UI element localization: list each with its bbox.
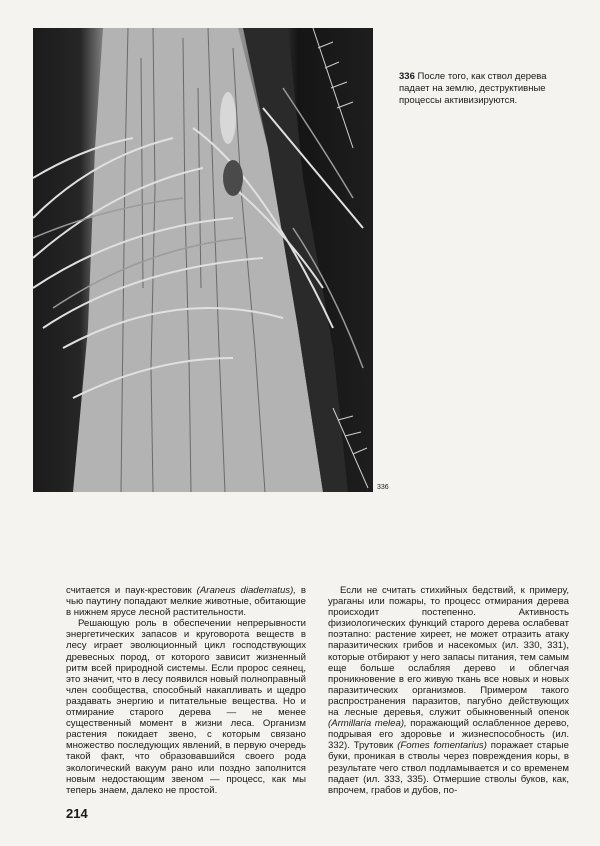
fungus-growth: [220, 92, 236, 144]
right-text-column: [328, 585, 569, 796]
text-span: поражает старые буки, проникая в стволы через повреждения коры, в результате чего ствол подламывается и со временем падает (ил. 333, 335). Отмершие стволы буков, как, впрочем, грабов и дубов, по-: [328, 740, 569, 796]
left-text-column: [66, 585, 306, 796]
trunk-hole: [223, 160, 243, 196]
latin-name: (Araneus diadematus),: [196, 585, 296, 596]
text-span: поражающий ослабленное дерево, подрывая его здоровье и жизнеспособность (ил. 332). Трутовик: [328, 718, 569, 752]
photo-illustration: [33, 28, 373, 492]
left-paragraph-2: Решающую роль в обеспечении непрерывности энергетических запасов и круговорота веществ в лесу играет эволюционный цикл господствующих древесных пород, от которого зависит жизненный ритм всей природной системы. Если пророс сеянец, это значит, что в лесу появился новый полноправный член сообщества, способный накапливать и щедро раздавать энергию и питательные вещества. Но и отмирание старого дерева — не менее существенный момент в жизни леса. Организм растения покидает звено, с которым связано множество последующих явлений, в первую очередь такой факт, что образовавшийся своего рода экологический вакуум рано или поздно заполнится новым недостающим звеном — процесс, как мы теперь знаем, далеко не простой.: [66, 618, 306, 796]
text-span: считается и паук-крестовик: [66, 585, 197, 596]
photo-number-label: 336: [377, 484, 389, 491]
figure-caption: [399, 71, 574, 107]
page-number: 214: [66, 806, 88, 821]
caption-number: 336: [399, 71, 415, 82]
latin-name: (Armillaria melea),: [328, 718, 407, 730]
caption-text: После того, как ствол дерева падает на землю, деструктивные процессы активизируются.: [399, 71, 547, 106]
photo-fallen-tree-trunk: [33, 28, 373, 492]
text-span: Если не считать стихийных бедствий, к примеру, ураганы или пожары, то процесс отмирания дерева происходит постепенно. Активность физиологических функций старого дерева ослабеват поэтапно: растение хиреет, не может отразить атаку паразитических грибов и насекомых (ил. 330, 331), которые отбирают у него запасы питания, тем самым еще больше ослабляя дерево и облегчая проникновение в его живую ткань все новых и новых паразитических организмов. Примером такого распространения паразитов, пагубно действующих на лесные деревья, служит обыкновенный опенок: [328, 585, 569, 719]
right-paragraph-1: [328, 585, 569, 796]
text-span: в чью паутину попадают мелкие животные, обитающие в нижнем ярусе лесной растительности.: [66, 585, 306, 619]
latin-name: (Fomes fomentarius): [397, 740, 487, 752]
left-paragraph-1: [66, 585, 306, 618]
